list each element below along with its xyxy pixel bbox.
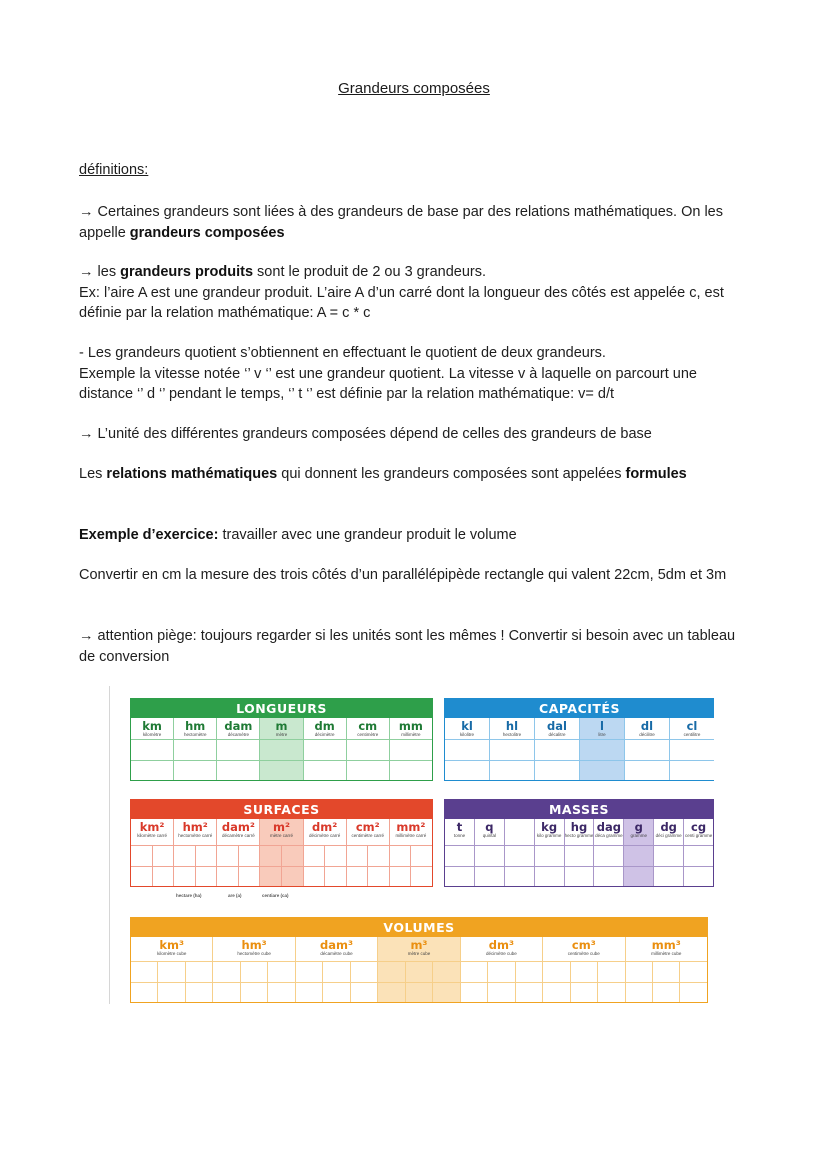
grid-column-volumes-3	[378, 962, 460, 1002]
grid-column-masses-6	[624, 846, 654, 886]
unit-symbol: dm	[314, 719, 335, 733]
unit-name: millimètre	[401, 732, 421, 737]
unit-symbol: hl	[505, 719, 519, 733]
note-centiare: centiare (ca)	[262, 893, 289, 898]
grid-column-capacites-5	[670, 740, 714, 780]
p2-text-end: sont le produit de 2 ou 3 grandeurs.	[253, 264, 486, 280]
unit-symbol: hg	[570, 820, 588, 834]
grid-column-longueurs-6	[390, 740, 432, 780]
grid-column-volumes-4	[461, 962, 543, 1002]
unit-name: centilitre	[683, 732, 701, 737]
note-are: are (a)	[228, 893, 242, 898]
unit-cell-masses-1	[475, 819, 505, 845]
unit-symbol: dm³	[488, 938, 515, 952]
unit-symbol: mm²	[396, 820, 426, 834]
table-volumes-units	[131, 937, 707, 962]
unit-symbol: kg	[541, 820, 558, 834]
unit-cell-volumes-1	[213, 937, 295, 961]
unit-symbol: km	[142, 719, 162, 733]
unit-name: mètre carré	[269, 833, 293, 838]
unit-name: centimètre cube	[567, 951, 600, 956]
p2-bold: grandeurs produits	[120, 264, 254, 280]
unit-cell-capacites-2	[535, 718, 580, 739]
grid-column-surfaces-0	[131, 846, 174, 886]
unit-name: hectomètre	[183, 732, 207, 737]
definitions-heading: définitions:	[79, 162, 149, 178]
grid-column-volumes-1	[213, 962, 295, 1002]
unit-cell-surfaces-1	[174, 819, 217, 845]
unit-cell-masses-5	[594, 819, 624, 845]
unit-symbol: cg	[691, 820, 707, 834]
unit-name: décamètre cube	[320, 951, 353, 956]
unit-name: centimètre	[357, 732, 379, 737]
paragraph-product-quantities	[79, 262, 751, 324]
unit-cell-masses-2	[505, 819, 535, 845]
unit-symbol: cm³	[571, 938, 596, 952]
grid-column-masses-1	[475, 846, 505, 886]
unit-symbol: dg	[660, 820, 677, 834]
image-left-border	[109, 686, 110, 1004]
p5-bold-1: relations mathématiques	[106, 466, 278, 482]
unit-name: kilolitre	[459, 732, 474, 737]
grid-column-masses-8	[684, 846, 713, 886]
unit-symbol: km³	[159, 938, 185, 952]
grid-column-surfaces-6	[390, 846, 432, 886]
unit-name: déca gramme	[595, 833, 623, 838]
unit-name: hectomètre cube	[237, 951, 271, 956]
unit-symbol: dal	[547, 719, 567, 733]
unit-symbol: cm	[358, 719, 378, 733]
unit-name: décamètre	[227, 732, 249, 737]
unit-symbol: dam³	[320, 938, 354, 952]
unit-name: mètre cube	[407, 951, 431, 956]
unit-name: décilitre	[639, 732, 655, 737]
unit-cell-longueurs-0	[131, 718, 174, 739]
unit-name: millimètre cube	[651, 951, 682, 956]
p1-text: → Certaines grandeurs sont liées à des grandeurs de base par des relations mathématiques. On les appelle	[79, 204, 723, 241]
grid-column-capacites-1	[490, 740, 535, 780]
unit-name: kilomètre	[142, 732, 162, 737]
unit-cell-masses-8	[684, 819, 713, 845]
unit-symbol: hm³	[241, 938, 267, 952]
unit-cell-masses-0	[445, 819, 475, 845]
unit-cell-masses-4	[565, 819, 595, 845]
unit-symbol: dag	[596, 820, 622, 834]
unit-cell-longueurs-6	[390, 718, 432, 739]
paragraph-quotient-quantities	[79, 343, 751, 405]
grid-column-surfaces-1	[174, 846, 217, 886]
grid-column-longueurs-2	[217, 740, 260, 780]
paragraph-units: → L’unité des différentes grandeurs composées dépend de celles des grandeurs de base	[79, 426, 652, 442]
p5-bold-2: formules	[625, 466, 687, 482]
grid-column-surfaces-5	[347, 846, 390, 886]
unit-name: déci gramme	[655, 833, 682, 838]
unit-cell-surfaces-0	[131, 819, 174, 845]
unit-cell-volumes-6	[626, 937, 707, 961]
grid-column-longueurs-1	[174, 740, 217, 780]
grid-column-volumes-2	[296, 962, 378, 1002]
grid-column-masses-4	[565, 846, 595, 886]
unit-cell-capacites-4	[625, 718, 670, 739]
grid-column-masses-0	[445, 846, 475, 886]
grid-column-masses-5	[594, 846, 624, 886]
grid-column-capacites-2	[535, 740, 580, 780]
p2-text: → les	[79, 264, 121, 280]
paragraph-exercise-statement: Convertir en cm la mesure des trois côtés d’un parallélépipède rectangle qui valent 22cm, 5dm et 3m	[79, 567, 727, 583]
table-surfaces-grid	[131, 846, 432, 886]
table-masses	[444, 799, 714, 887]
paragraph-formulas: Les relations mathématiques qui donnent les grandeurs composées sont appelées formules	[79, 466, 687, 482]
grid-column-volumes-0	[131, 962, 213, 1002]
table-capacites	[444, 698, 714, 781]
unit-cell-longueurs-5	[347, 718, 390, 739]
unit-symbol: hm²	[182, 820, 208, 834]
table-surfaces-title: SURFACES	[131, 800, 432, 819]
grid-column-masses-2	[505, 846, 535, 886]
table-volumes-title: VOLUMES	[131, 918, 707, 937]
unit-symbol: dam	[224, 719, 253, 733]
unit-cell-longueurs-3	[260, 718, 303, 739]
table-surfaces-units	[131, 819, 432, 846]
unit-symbol: mm	[398, 719, 423, 733]
table-surfaces	[130, 799, 433, 887]
grid-column-volumes-5	[543, 962, 625, 1002]
grid-column-surfaces-3	[260, 846, 303, 886]
table-capacites-units	[445, 718, 714, 740]
page-title: Grandeurs composées	[338, 80, 490, 97]
grid-column-capacites-3	[580, 740, 625, 780]
unit-symbol: km²	[139, 820, 165, 834]
unit-name: mètre	[275, 732, 288, 737]
unit-name: tonne	[453, 833, 466, 838]
grid-column-longueurs-3	[260, 740, 303, 780]
unit-symbol: m³	[410, 938, 428, 952]
unit-symbol: kl	[461, 719, 473, 733]
grid-column-volumes-6	[626, 962, 707, 1002]
unit-name: kilo gramme	[536, 833, 562, 838]
table-longueurs-grid	[131, 740, 432, 780]
unit-cell-capacites-0	[445, 718, 490, 739]
grid-column-longueurs-5	[347, 740, 390, 780]
table-masses-units	[445, 819, 713, 846]
grid-column-masses-3	[535, 846, 565, 886]
unit-cell-surfaces-4	[304, 819, 347, 845]
unit-symbol: dl	[640, 719, 654, 733]
unit-name: centimètre carré	[351, 833, 385, 838]
p3-line1: - Les grandeurs quotient s’obtiennent en effectuant le quotient de deux grandeurs.	[79, 345, 606, 361]
unit-symbol: l	[600, 719, 604, 733]
unit-symbol: q	[485, 820, 494, 834]
table-volumes-grid	[131, 962, 707, 1002]
unit-name: décimètre	[314, 732, 335, 737]
unit-name: hecto gramme	[564, 833, 594, 838]
unit-cell-capacites-1	[490, 718, 535, 739]
unit-cell-volumes-0	[131, 937, 213, 961]
unit-cell-volumes-4	[461, 937, 543, 961]
unit-name: hectomètre carré	[178, 833, 213, 838]
unit-cell-volumes-3	[378, 937, 460, 961]
unit-cell-surfaces-5	[347, 819, 390, 845]
unit-symbol: mm³	[651, 938, 681, 952]
unit-name: kilomètre carré	[137, 833, 167, 838]
grid-column-capacites-0	[445, 740, 490, 780]
unit-symbol: dam²	[221, 820, 255, 834]
p1-bold: grandeurs composées	[129, 224, 285, 241]
table-capacites-title: CAPACITÉS	[445, 699, 714, 718]
table-masses-title: MASSES	[445, 800, 713, 819]
unit-symbol: cl	[686, 719, 698, 733]
unit-name: décimètre cube	[486, 951, 517, 956]
paragraph-composite-quantities	[79, 202, 751, 243]
unit-cell-masses-7	[654, 819, 684, 845]
unit-name: décamètre carré	[221, 833, 255, 838]
unit-name: kilomètre cube	[157, 951, 187, 956]
unit-cell-surfaces-2	[217, 819, 260, 845]
unit-name: centi gramme	[684, 833, 713, 838]
unit-name: quintal	[482, 833, 496, 838]
unit-symbol: m	[275, 719, 288, 733]
unit-name: gramme	[630, 833, 648, 838]
table-volumes	[130, 917, 708, 1003]
unit-name: hectolitre	[502, 732, 522, 737]
unit-cell-volumes-5	[543, 937, 625, 961]
unit-name: décalitre	[548, 732, 566, 737]
unit-cell-capacites-3	[580, 718, 625, 739]
grid-column-surfaces-2	[217, 846, 260, 886]
unit-cell-volumes-2	[296, 937, 378, 961]
unit-cell-longueurs-2	[217, 718, 260, 739]
unit-name: décimètre carré	[309, 833, 341, 838]
grid-column-longueurs-4	[304, 740, 347, 780]
unit-cell-capacites-5	[670, 718, 714, 739]
table-masses-grid	[445, 846, 713, 886]
table-capacites-grid	[445, 740, 714, 780]
unit-symbol: m²	[272, 820, 290, 834]
unit-cell-longueurs-4	[304, 718, 347, 739]
unit-cell-surfaces-3	[260, 819, 303, 845]
table-longueurs	[130, 698, 433, 781]
paragraph-warning: → attention piège: toujours regarder si les unités sont les mêmes ! Convertir si besoin avec un tableau de conversion	[79, 628, 736, 665]
unit-symbol: g	[634, 820, 643, 834]
note-hectare: hectare (ha)	[176, 893, 202, 898]
grid-column-masses-7	[654, 846, 684, 886]
table-longueurs-title: LONGUEURS	[131, 699, 432, 718]
unit-symbol: dm²	[312, 820, 338, 834]
unit-name: litre	[598, 732, 606, 737]
grid-column-longueurs-0	[131, 740, 174, 780]
table-longueurs-units	[131, 718, 432, 740]
unit-symbol: t	[456, 820, 463, 834]
unit-cell-longueurs-1	[174, 718, 217, 739]
p3-example: Exemple la vitesse notée ‘’ v ‘’ est une grandeur quotient. La vitesse v à laquelle on parcourt une distance ‘’ d ‘’ pendant le temps, ‘’ t ‘’ est définie par la relation mathématique: v= d/t	[79, 365, 697, 402]
unit-cell-masses-3	[535, 819, 565, 845]
unit-cell-masses-6	[624, 819, 654, 845]
p2-example: Ex: l’aire A est une grandeur produit. L’aire A d’un carré dont la longueur des côtés est appelée c, est définie par la relation mathématique: A = c * c	[79, 284, 724, 321]
unit-symbol: cm²	[355, 820, 380, 834]
unit-cell-surfaces-6	[390, 819, 432, 845]
grid-column-capacites-4	[625, 740, 670, 780]
p6-bold: Exemple d’exercice:	[79, 527, 219, 543]
unit-symbol: hm	[185, 719, 206, 733]
unit-name: millimètre carré	[395, 833, 427, 838]
grid-column-surfaces-4	[304, 846, 347, 886]
paragraph-exercise-example: Exemple d’exercice: travailler avec une grandeur produit le volume	[79, 527, 517, 543]
